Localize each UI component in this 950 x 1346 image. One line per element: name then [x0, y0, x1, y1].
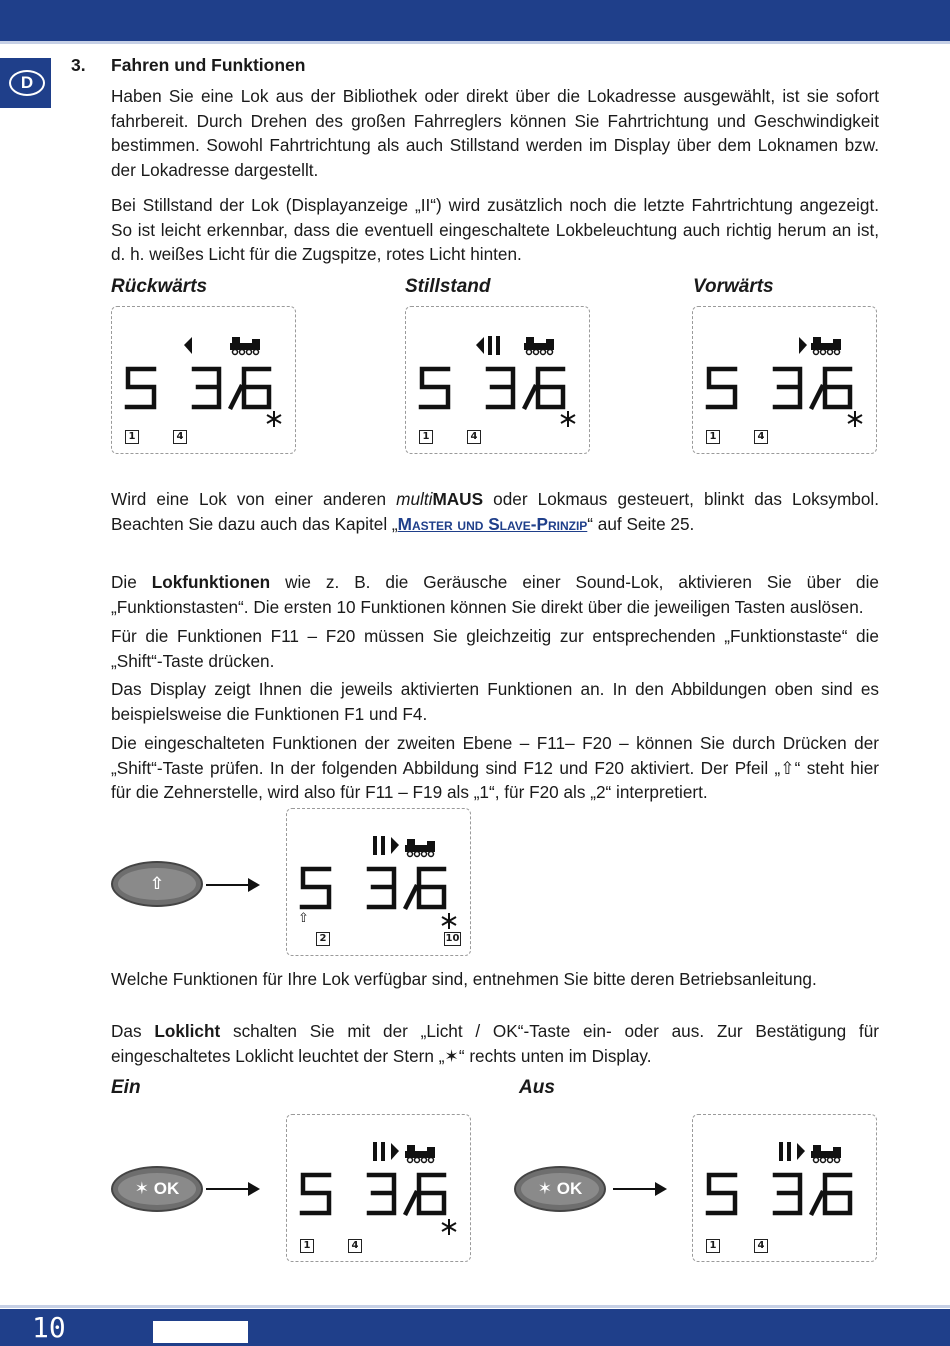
function-indicator-f1: 1 — [300, 1239, 314, 1253]
light-ok-button — [111, 1166, 203, 1212]
label-aus: Aus — [519, 1077, 555, 1098]
shift-arrow-icon: ⇧ — [118, 868, 196, 900]
forward-arrow-icon — [799, 337, 807, 354]
forward-arrow-icon — [797, 1143, 805, 1160]
function-indicator-f1: 1 — [706, 430, 720, 444]
pause-bar-icon — [488, 336, 492, 355]
lcd-display-light-on — [286, 1114, 471, 1262]
function-indicator-f10: 10 — [445, 933, 460, 944]
light-ok-button — [514, 1166, 606, 1212]
function-indicator-f1: 1 — [125, 430, 139, 444]
header-bar — [0, 0, 950, 41]
function-indicator-f1: 1 — [419, 430, 433, 444]
footer-rule — [0, 1305, 950, 1308]
light-star-icon — [848, 411, 862, 427]
light-star-icon — [442, 913, 456, 929]
function-indicator-f4: 4 — [467, 430, 481, 444]
label-rueckwaerts: Rückwärts — [111, 276, 208, 297]
label-vorwaerts: Vorwärts — [693, 276, 774, 297]
light-star-icon — [442, 1219, 456, 1235]
paragraph-2: Bei Stillstand der Lok (Displayanzeige „II“) wird zusätzlich noch die letzte Fahrtrichtung angezeigt. So ist leicht erkennbar, dass die eventuell eingeschaltete Lokbeleuchtung auch richtig herum an ist, d. h. weißes Licht für die Zugspitze, rotes Licht hinten. — [111, 195, 879, 264]
function-indicator-f4: 4 — [754, 430, 768, 444]
lcd-display-stillstand — [405, 306, 590, 454]
locomotive-icon — [811, 1145, 841, 1163]
function-indicator-f1: 1 — [706, 1239, 720, 1253]
light-ok-label: ✶ OK — [118, 1173, 196, 1205]
locomotive-icon — [811, 337, 841, 355]
pause-bar-icon — [779, 1142, 783, 1161]
lcd-display-rueckwaerts — [111, 306, 296, 454]
paragraph-5: Für die Funktionen F11 – F20 müssen Sie gleichzeitig zur entsprechenden „Funktionstaste“ die „Shift“-Taste drücken. — [111, 626, 879, 671]
light-star-icon — [561, 411, 575, 427]
page-number: 10 — [32, 1311, 66, 1344]
paragraph-7: Die eingeschalteten Funktionen der zweiten Ebene – F11– F20 – können Sie durch Drücken der „Shift“-Taste prüfen. In der folgenden Abbildung sind F12 und F20 aktiviert. Der Pfeil „⇧“ steht hier für die Zehnerstelle, wird also für F11 – F19 als „1“, für F20 als „2“ interpretiert. — [111, 733, 879, 802]
shift-button — [111, 861, 203, 907]
paragraph-4: Die Lokfunktionen wie z. B. die Geräusche einer Sound-Lok, aktivieren Sie über die „Funktionstasten“. Die ersten 10 Funktionen können Sie direkt über die jeweiligen Tasten auslösen. — [111, 572, 879, 617]
lcd-display-shift — [286, 808, 471, 956]
reverse-arrow-icon — [476, 337, 484, 354]
function-indicator-f4: 4 — [173, 430, 187, 444]
function-indicator-f4: 4 — [754, 1239, 768, 1253]
language-tab — [0, 58, 51, 108]
arrow-icon — [206, 884, 258, 886]
footer-box — [153, 1321, 248, 1343]
reverse-arrow-icon — [184, 337, 192, 354]
header-rule — [0, 41, 950, 44]
lcd-display-light-off — [692, 1114, 877, 1262]
light-ok-label: ✶ OK — [521, 1173, 599, 1205]
paragraph-1: Haben Sie eine Lok aus der Bibliothek oder direkt über die Lokadresse ausgewählt, ist sie sofort fahrbereit. Durch Drehen des großen Fahrreglers können Sie Fahrtrichtung und Geschwindigkeit bestimmen. Sowohl Fahrtrichtung als auch Stillstand werden im Display über dem Loknamen bzw. der Lokadresse dargestellt. — [111, 86, 879, 180]
paragraph-3: Wird eine Lok von einer anderen multiMAUS oder Lokmaus gesteuert, blinkt das Loksymbol. Beachten Sie dazu auch das Kapitel „Master und Slave-Prinzip“ auf Seite 25. — [111, 489, 879, 534]
paragraph-8: Welche Funktionen für Ihre Lok verfügbar sind, entnehmen Sie bitte deren Betriebsanleitung. — [111, 969, 817, 989]
section-number: 3. — [71, 55, 86, 75]
footer-bar — [0, 1309, 950, 1346]
label-ein: Ein — [111, 1077, 141, 1098]
pause-bar-icon — [373, 836, 377, 855]
section-title: Fahren und Funktionen — [111, 55, 306, 75]
locomotive-icon — [230, 337, 260, 355]
chapter-link-master-slave[interactable]: Master und Slave-Prinzip — [397, 513, 588, 534]
pause-bar-icon — [373, 1142, 377, 1161]
arrow-icon — [613, 1188, 665, 1190]
paragraph-9: Das Loklicht schalten Sie mit der „Licht / OK“-Taste ein- oder aus. Zur Bestätigung für eingeschaltetes Loklicht leuchtet der Stern „✶“ rechts unten im Display. — [111, 1021, 879, 1066]
paragraph-6: Das Display zeigt Ihnen die jeweils aktivierten Funktionen an. In den Abbildungen oben sind es beispielsweise die Funktionen F1 und F4. — [111, 679, 879, 724]
light-star-icon — [267, 411, 281, 427]
function-indicator-f2: 2 — [316, 932, 330, 946]
forward-arrow-icon — [391, 837, 399, 854]
lcd-display-vorwaerts — [692, 306, 877, 454]
shift-indicator-icon: ⇧ — [298, 910, 309, 925]
label-stillstand: Stillstand — [405, 276, 491, 297]
function-indicator-f4: 4 — [348, 1239, 362, 1253]
arrow-icon — [206, 1188, 258, 1190]
locomotive-icon — [524, 337, 554, 355]
locomotive-icon — [405, 1145, 435, 1163]
language-label: D — [9, 70, 45, 96]
locomotive-icon — [405, 839, 435, 857]
forward-arrow-icon — [391, 1143, 399, 1160]
